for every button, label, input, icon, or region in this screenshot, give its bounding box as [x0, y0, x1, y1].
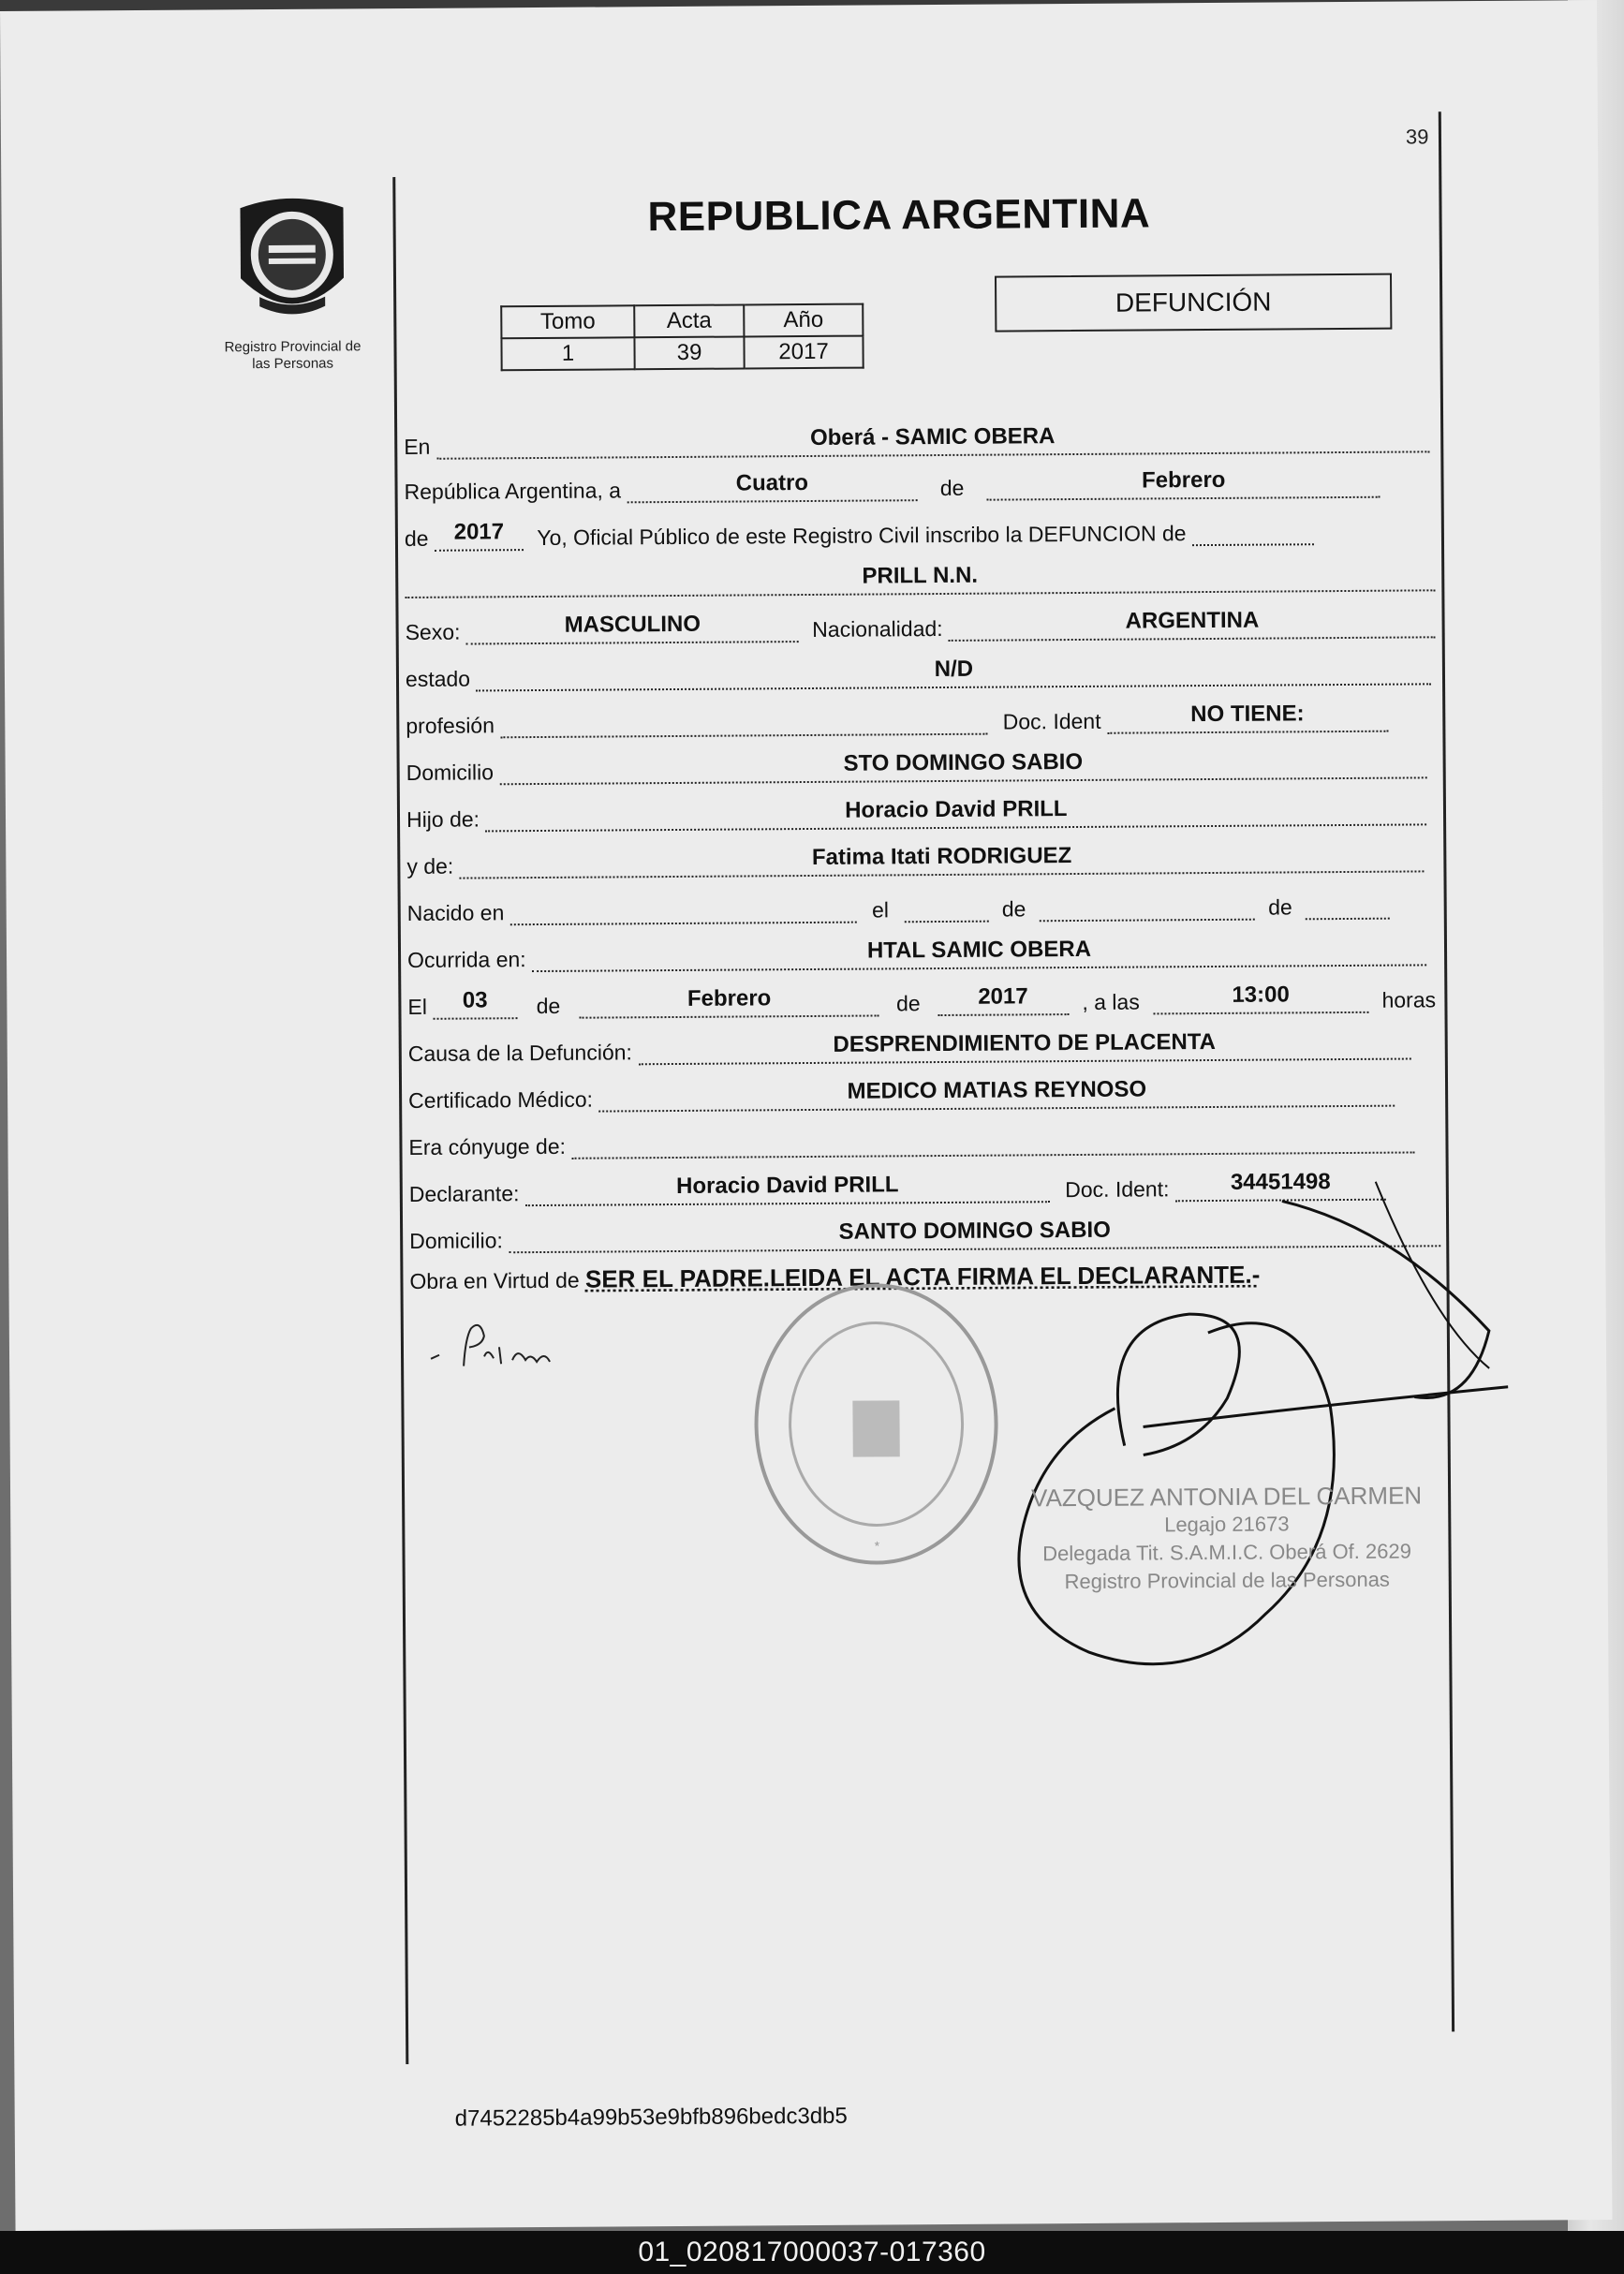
label-de-el2: de: [895, 991, 921, 1016]
field-doc-ident: [1107, 702, 1388, 734]
field-anio: [435, 521, 524, 552]
field-profesion: [500, 705, 987, 739]
value-en: Oberá - SAMIC OBERA: [809, 423, 1056, 450]
label-domicilio: Domicilio: [406, 760, 495, 785]
field-nombre: [405, 561, 1435, 598]
official-legajo: Legajo 21673: [1164, 1512, 1290, 1537]
declarant-signature: [426, 1318, 614, 1389]
value-el-anio: 2017: [978, 983, 1028, 1010]
field-nacionalidad: [949, 608, 1436, 642]
label-nacionalidad: Nacionalidad:: [812, 615, 943, 642]
field-en: [436, 422, 1429, 459]
value-certificado: MEDICO MATIAS REYNOSO: [847, 1076, 1147, 1104]
header-anio: Año: [744, 304, 863, 337]
field-dia: [627, 471, 917, 503]
label-horas: horas: [1381, 987, 1437, 1012]
record-table-value-row: [501, 336, 863, 371]
field-nacido-anio: [1306, 890, 1390, 921]
label-domicilio2: Domicilio:: [409, 1228, 503, 1253]
value-anio: 2017: [744, 336, 863, 369]
label-de-anio: de: [404, 525, 429, 551]
row-profesion: [406, 701, 1445, 739]
label-y-de: y de:: [406, 853, 454, 879]
row-sexo: [406, 608, 1445, 645]
field-inscribo-tail: [1192, 515, 1314, 546]
document-title: REPUBLICA ARGENTINA: [647, 190, 1151, 241]
svg-text:*: *: [874, 1538, 880, 1554]
label-ocurrida: Ocurrida en:: [406, 947, 526, 972]
label-de-el: de: [536, 993, 561, 1019]
left-margin-rule: [392, 177, 408, 2064]
row-y-de: [406, 842, 1446, 879]
field-y-de: [460, 842, 1425, 879]
value-doc-ident2: 34451498: [1230, 1169, 1331, 1195]
official-stamp-text: [1031, 1481, 1423, 1596]
file-id-bar: 01_020817000037-017360: [0, 2231, 1624, 2274]
header-acta: Acta: [634, 304, 744, 337]
field-hora: [1153, 983, 1368, 1015]
row-certificado: [408, 1076, 1448, 1114]
value-causa: DESPRENDIMIENTO DE PLACENTA: [833, 1028, 1217, 1057]
label-obra: Obra en Virtud de: [409, 1267, 580, 1293]
row-el: [407, 982, 1447, 1020]
document-hash: d7452285b4a99b53e9bfb896bedc3db5: [454, 2103, 848, 2132]
document-type-box: DEFUNCIÓN: [995, 273, 1392, 332]
label-estado: estado: [405, 666, 471, 691]
value-tomo: 1: [501, 337, 634, 370]
value-sexo: MASCULINO: [564, 611, 701, 638]
record-table-header-row: [501, 304, 863, 339]
province-shield-logo: [230, 188, 353, 328]
value-acta: 39: [634, 336, 744, 369]
value-anio: 2017: [453, 519, 505, 545]
registry-caption-line1: Registro Provincial de: [224, 338, 362, 356]
label-nacido: Nacido en: [406, 900, 505, 925]
field-certificado: [598, 1077, 1395, 1113]
value-nacionalidad: ARGENTINA: [1125, 607, 1260, 634]
field-nacido-lugar: [510, 893, 857, 926]
value-domicilio2: SANTO DOMINGO SABIO: [838, 1217, 1111, 1245]
value-estado: N/D: [934, 656, 974, 683]
row-anio: [405, 514, 1444, 552]
value-declarante: Horacio David PRILL: [676, 1172, 899, 1199]
field-nacido-mes: [1040, 891, 1255, 923]
value-nombre: PRILL N.N.: [862, 562, 979, 589]
field-domicilio: [499, 748, 1426, 785]
row-nacido: [407, 889, 1447, 926]
field-estado: [476, 655, 1431, 691]
row-en: [404, 422, 1443, 460]
official-signature: [907, 1125, 1510, 1733]
field-el-mes: [580, 986, 879, 1018]
row-fecha: [404, 467, 1443, 505]
value-domicilio: STO DOMINGO SABIO: [843, 748, 1084, 776]
label-sexo: Sexo:: [405, 619, 461, 644]
row-ocurrida: [407, 936, 1447, 973]
row-domicilio: [406, 748, 1446, 786]
value-obra: SER EL PADRE.LEIDA EL ACTA FIRMA EL DECLARANTE.-: [584, 1260, 1261, 1293]
field-ocurrida: [532, 936, 1426, 972]
label-profesion: profesión: [406, 713, 495, 738]
official-name: VAZQUEZ ANTONIA DEL CARMEN: [1031, 1481, 1423, 1513]
row-nombre: [405, 561, 1444, 598]
label-el-fecha: El: [407, 994, 427, 1019]
label-declarante: Declarante:: [408, 1181, 520, 1206]
value-dia: Cuatro: [735, 469, 809, 496]
record-table: [500, 303, 864, 372]
label-republica: República Argentina, a: [404, 478, 622, 504]
value-el-dia: 03: [462, 987, 488, 1013]
label-de: de: [939, 475, 965, 501]
row-estado: [406, 655, 1445, 692]
value-hijo: Horacio David PRILL: [845, 796, 1068, 823]
label-doc-ident: Doc. Ident: [1002, 708, 1101, 734]
field-hijo: [485, 795, 1426, 832]
value-hora: 13:00: [1232, 982, 1290, 1008]
value-mes: Febrero: [1141, 466, 1226, 494]
label-de-nac: de: [1001, 896, 1026, 922]
official-cargo: Delegada Tit. S.A.M.I.C. Oberá Of. 2629: [1042, 1539, 1411, 1566]
field-nacido-dia: [904, 893, 988, 923]
label-causa: Causa de la Defunción:: [407, 1040, 632, 1066]
field-sexo: [466, 613, 799, 644]
value-doc-ident: NO TIENE:: [1190, 701, 1305, 728]
right-margin-rule: [1439, 111, 1454, 2031]
label-en: En: [404, 434, 431, 460]
official-registro: Registro Provincial de las Personas: [1064, 1567, 1390, 1594]
registry-caption-line2: las Personas: [252, 355, 334, 373]
inscribo-text: Yo, Oficial Público de este Registro Civil inscribo la DEFUNCION de: [537, 521, 1187, 551]
label-doc-ident2: Doc. Ident:: [1065, 1176, 1170, 1203]
label-certificado: Certificado Médico:: [408, 1086, 594, 1113]
label-hijo: Hijo de:: [406, 806, 480, 832]
value-el-mes: Febrero: [687, 985, 772, 1011]
value-y-de: Fatima Itati RODRIGUEZ: [811, 843, 1072, 870]
row-hijo: [406, 795, 1446, 833]
label-el: el: [871, 897, 890, 923]
label-conyuge: Era cónyuge de:: [408, 1133, 567, 1159]
label-a-las: , a las: [1082, 989, 1140, 1014]
value-ocurrida: HTAL SAMIC OBERA: [866, 936, 1092, 964]
field-el-anio: [937, 985, 1069, 1016]
header-tomo: Tomo: [501, 305, 634, 338]
label-de-nac2: de: [1268, 894, 1292, 920]
page-number: 39: [1405, 125, 1429, 149]
field-mes: [987, 468, 1380, 501]
field-causa: [638, 1030, 1410, 1066]
row-causa: [408, 1029, 1448, 1067]
registry-caption: [203, 338, 381, 373]
field-el-dia: [433, 989, 517, 1020]
